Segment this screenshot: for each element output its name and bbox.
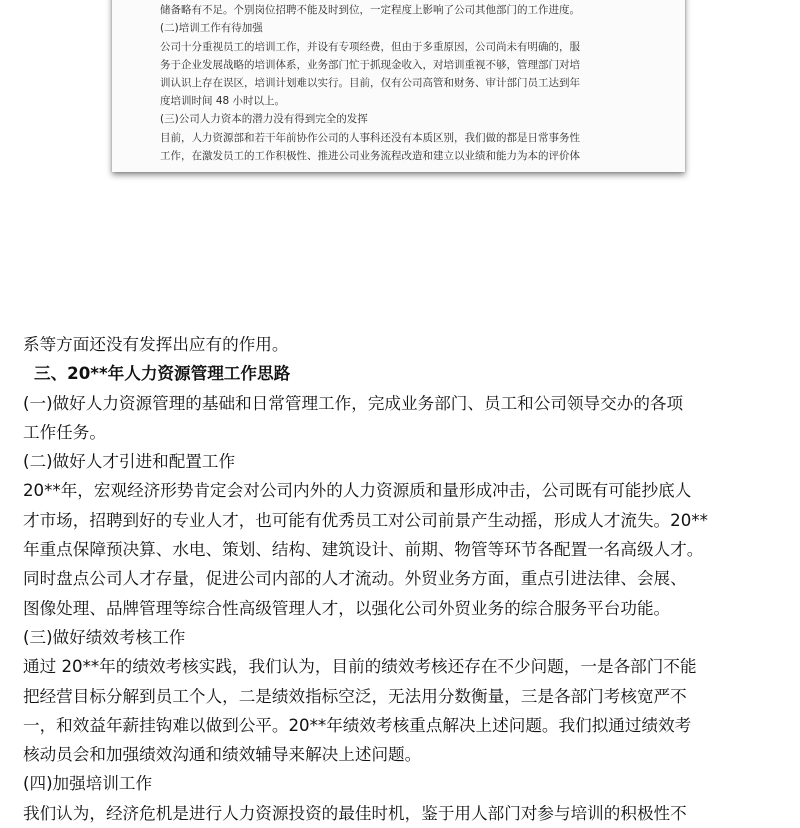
paragraph-line: 图像处理、品牌管理等综合性高级管理人才，以强化公司外贸业务的综合服务平台功能。 [23,598,671,618]
preview-line: 储备略有不足。个别岗位招聘不能及时到位，一定程度上影响了公司其他部门的工作进度。 [160,4,580,17]
paragraph-line: 系等方面还没有发挥出应有的作用。 [23,335,289,354]
page-preview-image [112,0,685,172]
preview-line: 度培训时间 48 小时以上。 [160,95,286,108]
subsection-heading: (四)加强培训工作 [23,774,153,794]
paragraph-line: 通过 20**年的绩效考核实践，我们认为，目前的绩效考核还存在不少问题，一是各部门不能 [23,657,697,677]
preview-line: 务于企业发展战略的培训体系，业务部门忙于抓现金收入，对培训重视不够，管理部门对培 [160,58,580,71]
preview-line: (三)公司人力资本的潜力没有得到完全的发挥 [160,113,368,126]
section-heading: 三、20**年人力资源管理工作思路 [34,364,291,384]
paragraph-line: 才市场，招聘到好的专业人才，也可能有优秀员工对公司前景产生动摇，形成人才流失。20** [23,510,708,530]
paragraph-line: 一，和效益年薪挂钩难以做到公平。20**年绩效考核重点解决上述问题。我们拟通过绩效考 [23,715,692,735]
preview-line: (二)培训工作有待加强 [160,22,263,35]
paragraph-line: 把经营目标分解到员工个人，二是绩效指标空泛，无法用分数衡量，三是各部门考核宽严不 [23,686,687,706]
paragraph-line: 同时盘点公司人才存量，促进公司内部的人才流动。外贸业务方面，重点引进法律、会展、 [23,569,687,589]
paragraph-line: 年重点保障预决算、水电、策划、结构、建筑设计、前期、物管等环节各配置一名高级人才。 [23,540,704,560]
preview-text [160,0,638,165]
paragraph-line: 工作任务。 [23,422,106,442]
subsection-heading: (三)做好绩效考核工作 [23,627,186,647]
paragraph-line: 20**年，宏观经济形势肯定会对公司内外的人力资源质和量形成冲击，公司既有可能抄底人 [23,481,692,501]
preview-line: 训认识上存在误区，培训计划难以实行。目前，仅有公司高管和财务、审计部门员工达到年 [160,76,580,89]
preview-line: 工作，在激发员工的工作积极性、推进公司业务流程改造和建立以业绩和能力为本的评价体 [160,149,580,162]
paragraph-line: 我们认为，经济危机是进行人力资源投资的最佳时机，鉴于用人部门对参与培训的积极性不 [23,803,687,823]
paragraph-line: 核动员会和加强绩效沟通和绩效辅导来解决上述问题。 [23,745,422,765]
preview-line: 公司十分重视员工的培训工作，并设有专项经费，但由于多重原因，公司尚未有明确的，服 [160,40,580,53]
document-body [23,330,783,828]
preview-line: 目前，人力资源部和若干年前协作公司的人事科还没有本质区别，我们做的都是日常事务性 [160,131,580,144]
paragraph-line: (一)做好人力资源管理的基础和日常管理工作，完成业务部门、员工和公司领导交办的各项 [23,393,684,413]
subsection-heading: (二)做好人才引进和配置工作 [23,452,236,472]
